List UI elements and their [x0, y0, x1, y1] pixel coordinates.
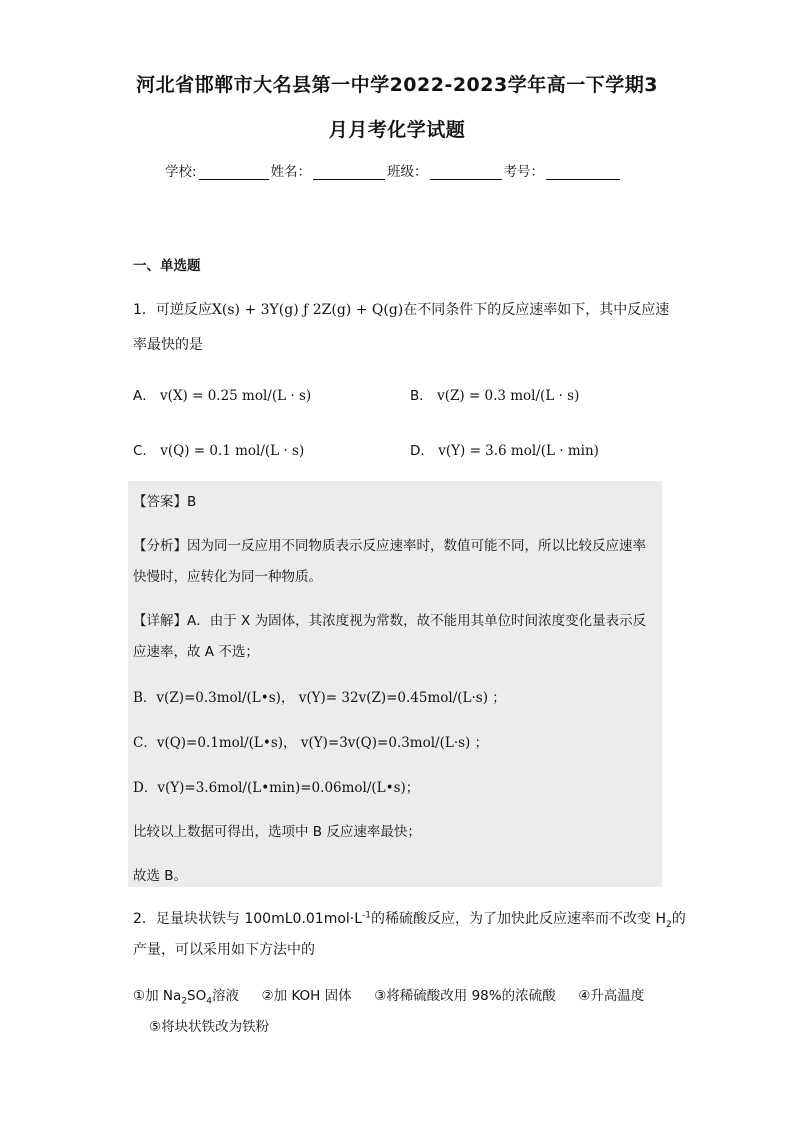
q1-option-b[interactable]	[410, 384, 579, 404]
q2-number: 2．	[133, 911, 156, 927]
q1-equation: X(s) + 3Y(g) ƒ 2Z(g) + Q(g)	[211, 302, 404, 318]
q1-option-c-value: v(Q) = 0.1 mol/(L · s)	[160, 443, 305, 459]
q2-stem-sup: -1	[362, 910, 372, 921]
q1-stem-a: 可逆反应	[155, 302, 212, 318]
q1-conclusion: 故选 B。	[133, 868, 188, 884]
q2-option-1-sub2: 4	[206, 996, 212, 1007]
q2-option-4[interactable]: ④升高温度	[578, 988, 645, 1004]
q1-analysis-line2: 快慢时，应转化为同一种物质。	[133, 569, 322, 585]
q1-option-c[interactable]	[133, 439, 304, 459]
q1-option-b-value: v(Z) = 0.3 mol/(L · s)	[437, 388, 580, 404]
number-label: 考号：	[503, 164, 545, 180]
q2-option-5[interactable]: ⑤将块状铁改为铁粉	[149, 1019, 270, 1035]
info-fields	[165, 160, 622, 180]
q1-option-d-value: v(Y) = 3.6 mol/(L · min)	[438, 443, 599, 459]
q1-answer: 【答案】B	[133, 494, 197, 510]
q1-compare: 比较以上数据可得出，选项中 B 反应速率最快；	[133, 824, 421, 840]
q2-option-1-c: 溶液	[211, 988, 239, 1004]
q1-stem-line1	[133, 299, 669, 319]
class-blank[interactable]	[430, 165, 502, 180]
q2-stem-sub: 2	[666, 919, 672, 930]
school-label: 学校:	[165, 164, 197, 180]
q1-stem-line2: 率最快的是	[133, 337, 203, 353]
q2-option-1-sub1: 2	[181, 996, 187, 1007]
q2-stem-c: 的	[671, 911, 686, 927]
number-blank[interactable]	[546, 165, 620, 180]
q1-option-d-label: D．	[410, 443, 434, 459]
q1-detail-line2: 应速率，故 A 不选；	[133, 644, 259, 660]
q2-stem-line1	[133, 908, 686, 930]
name-blank[interactable]	[313, 165, 385, 180]
q1-option-c-label: C．	[133, 443, 156, 459]
q1-detail-d: D．v(Y)=3.6mol/(L•min)=0.06mol/(L•s)；	[133, 780, 420, 796]
section-heading: 一、单选题	[133, 258, 201, 274]
name-label: 姓名：	[270, 164, 312, 180]
q2-options-line1	[133, 984, 644, 1007]
q1-detail-b: B．v(Z)=0.3mol/(L•s)， v(Y)= 32v(Z)=0.45mol/(L·s) ；	[133, 690, 506, 706]
q2-option-1[interactable]	[133, 988, 239, 1007]
q1-option-b-label: B．	[410, 388, 433, 404]
page-title-line1: 河北省邯郸市大名县第一中学2022-2023学年高一下学期3	[136, 74, 658, 96]
q2-option-2[interactable]: ②加 KOH 固体	[261, 988, 352, 1004]
q1-analysis-line1: 【分析】因为同一反应用不同物质表示反应速率时，数值可能不同，所以比较反应速率	[133, 538, 646, 554]
q2-option-1-b: SO	[187, 988, 207, 1004]
q1-option-a-value: v(X) = 0.25 mol/(L · s)	[160, 388, 312, 404]
q1-number: 1．	[133, 302, 156, 318]
q1-option-d[interactable]	[410, 439, 599, 459]
page-title-line2: 月月考化学试题	[328, 119, 466, 141]
q2-option-1-a: ①加 Na	[133, 988, 182, 1004]
q1-option-a[interactable]	[133, 384, 311, 404]
q1-detail-line1: 【详解】A．由于 X 为固体，其浓度视为常数，故不能用其单位时间浓度变化量表示反	[133, 613, 647, 629]
q1-option-a-label: A．	[133, 388, 156, 404]
class-label: 班级：	[387, 164, 428, 180]
q2-stem-line2: 产量，可以采用如下方法中的	[133, 942, 315, 958]
q1-stem-b: 在不同条件下的反应速率如下，其中反应速	[403, 302, 670, 318]
q2-stem-a: 足量块状铁与 100mL0.01mol·L	[155, 911, 363, 927]
q2-option-3[interactable]: ③将稀硫酸改用 98%的浓硫酸	[374, 988, 556, 1004]
q1-detail-c: C．v(Q)=0.1mol/(L•s)， v(Y)=3v(Q)=0.3mol/(L·s) ；	[133, 735, 489, 751]
school-blank[interactable]	[199, 165, 269, 180]
q2-stem-b: 的稀硫酸反应，为了加快此反应速率而不改变 H	[371, 911, 667, 927]
